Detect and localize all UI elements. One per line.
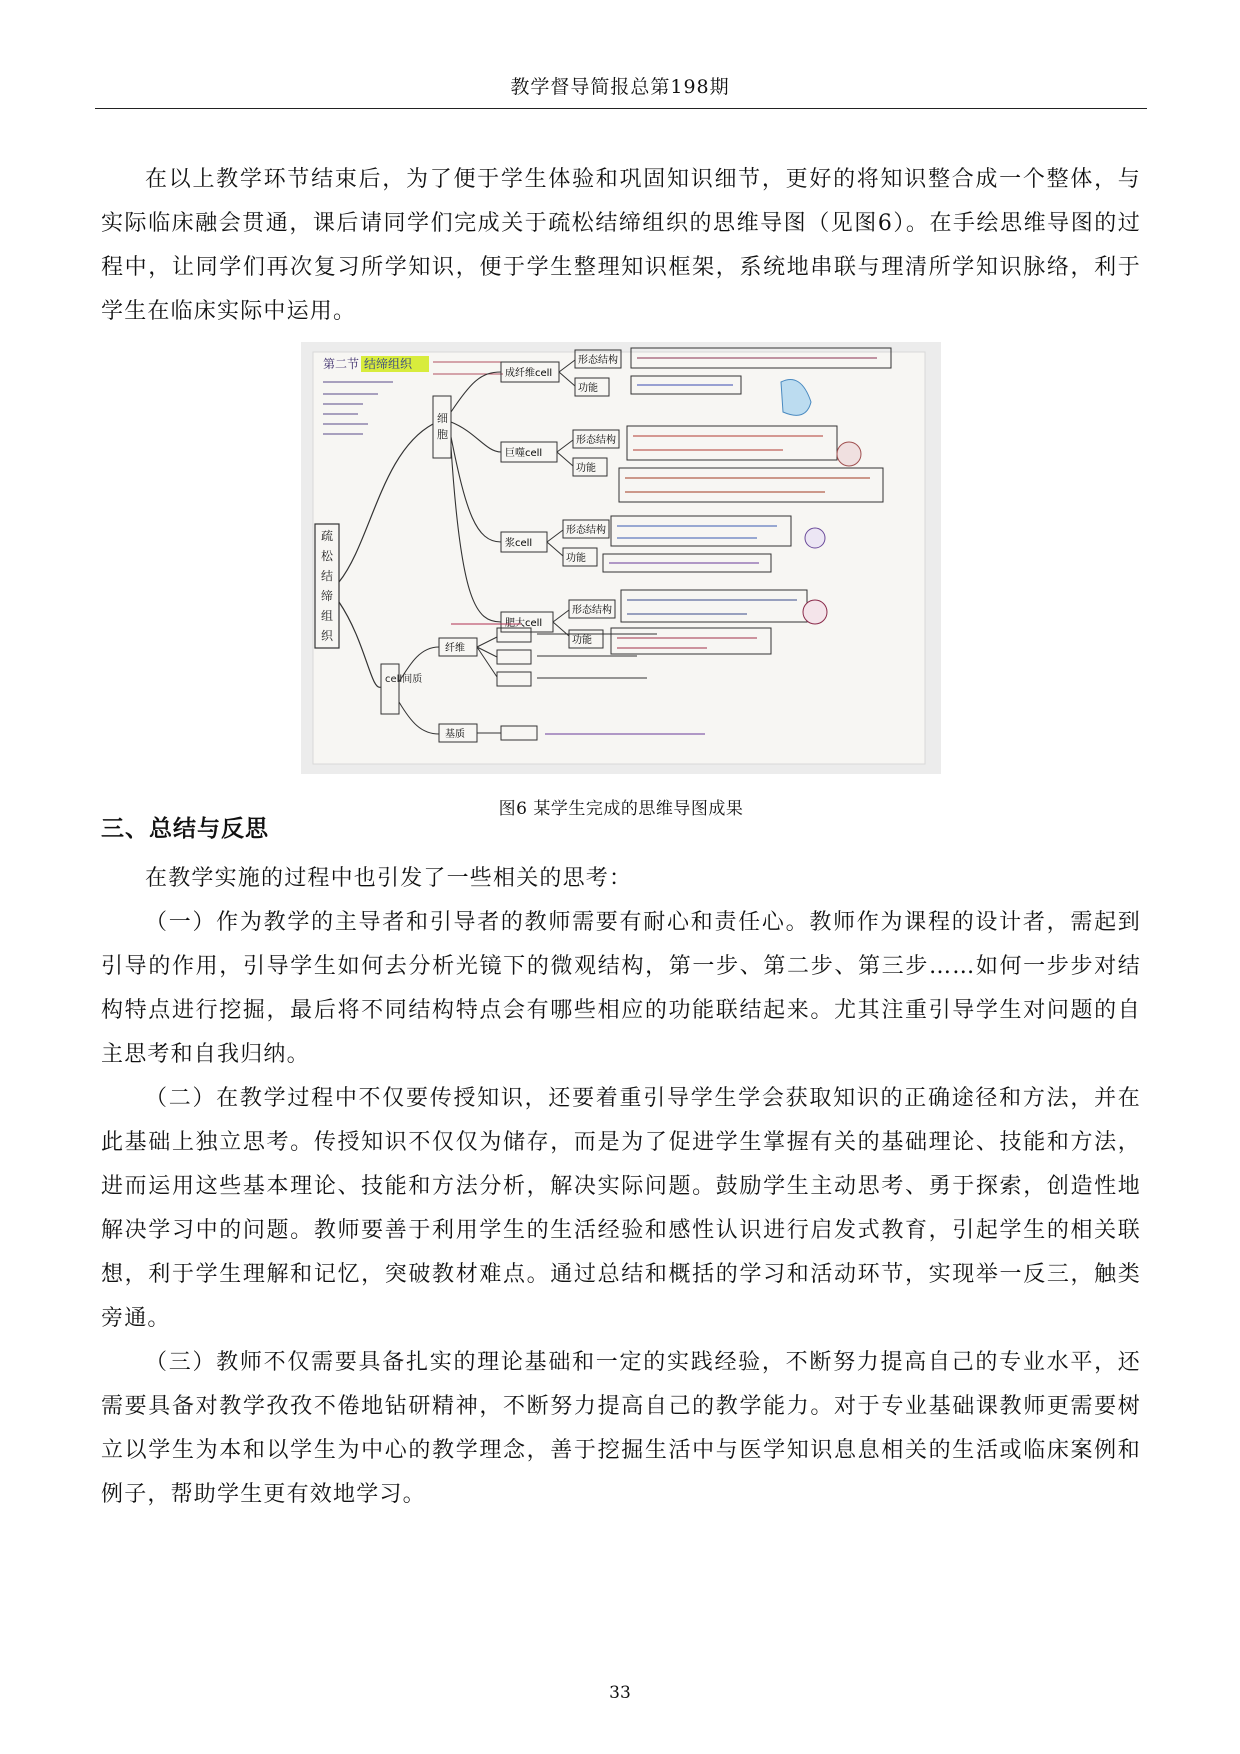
mast-function-label: 功能 <box>572 635 592 646</box>
mast-morphology-label: 形态结构 <box>572 605 612 616</box>
fiber-label: 纤维 <box>445 643 465 654</box>
section-paragraph-1: （一）作为教学的主导者和引导者的教师需要有耐心和责任心。教师作为课程的设计者，需起到引导的作用，引导学生如何去分析光镜下的微观结构，第一步、第二步、第三步……如何一步步对结构特点进行挖掘，最后将不同结构特点会有哪些相应的功能联结起来。尤其注重引导学生对问题的自主思考和自我归纳。 <box>101 910 1141 1067</box>
intro-paragraph: 在以上教学环节结束后，为了便于学生体验和巩固知识细节，更好的将知识整合成一个整体，与实际临床融会贯通，课后请同学们完成关于疏松结缔组织的思维导图（见图6）。在手绘思维导图的过程中，让同学们再次复习所学知识，便于学生整理知识框架，系统地串联与理清所学知识脉络，利于学生在临床实际中运用。 <box>101 167 1141 324</box>
root-label: 疏松结缔组织 <box>321 529 334 643</box>
section-paragraph-2: （二）在教学过程中不仅要传授知识，还要着重引导学生学会获取知识的正确途径和方法，并在此基础上独立思考。传授知识不仅仅为储存，而是为了促进学生掌握有关的基础理论、技能和方法，进而运用这些基本理论、技能和方法分析，解决实际问题。鼓励学生主动思考、勇于探索，创造性地解决学习中的问题。教师要善于利用学生的生活经验和感性认识进行启发式教育，引起学生的相关联想，利于学生理解和记忆，突破教材难点。通过总结和概括的学习和活动环节，实现举一反三，触类旁通。 <box>101 1086 1141 1331</box>
mast-drawing <box>803 600 827 624</box>
mindmap-figure <box>301 342 941 819</box>
node-plasma-label: 浆cell <box>505 538 533 549</box>
cells-branch-label: 细胞 <box>437 412 448 441</box>
mindmap-photo <box>301 342 941 774</box>
fibroblast-function-label: 功能 <box>578 383 598 394</box>
node-fibroblast-label: 成纤维cell <box>505 368 553 379</box>
header-rule <box>95 108 1147 109</box>
page-content <box>101 158 1141 1517</box>
section-paragraph-3: （三）教师不仅需要具备扎实的理论基础和一定的实践经验，不断努力提高自己的专业水平，还需要具备对教学孜孜不倦地钻研精神，不断努力提高自己的教学能力。对于专业基础课教师更需要树立以学生为本和以学生为中心的教学理念，善于挖掘生活中与医学知识息息相关的生活或临床案例和例子，帮助学生更有效地学习。 <box>101 1350 1141 1507</box>
node-mast-label: 肥大cell <box>505 618 543 629</box>
matrix-branch-label: cell间质 <box>385 674 423 685</box>
ground-substance-label: 基质 <box>445 729 465 740</box>
paper-sheet <box>313 352 925 764</box>
figure-caption: 图6 某学生完成的思维导图成果 <box>498 799 744 819</box>
section-paragraph-0: 在教学实施的过程中也引发了一些相关的思考： <box>145 866 633 891</box>
page-header: 教学督导简报总第198期 <box>510 76 730 98</box>
mindmap-top-highlight: 结缔组织 <box>364 357 413 371</box>
macrophage-function-label: 功能 <box>576 463 596 474</box>
plasma-morphology-label: 形态结构 <box>566 525 606 536</box>
page-number: 33 <box>609 1683 631 1703</box>
fibroblast-morphology-label: 形态结构 <box>578 355 618 366</box>
plasma-drawing <box>805 528 825 548</box>
plasma-function-label: 功能 <box>566 553 586 564</box>
macrophage-morphology-label: 形态结构 <box>576 435 616 446</box>
section-heading: 三、总结与反思 <box>101 816 269 842</box>
mindmap-top-label: 第二节 <box>323 357 360 371</box>
macrophage-drawing <box>837 442 861 466</box>
node-macrophage-label: 巨噬cell <box>505 448 543 459</box>
